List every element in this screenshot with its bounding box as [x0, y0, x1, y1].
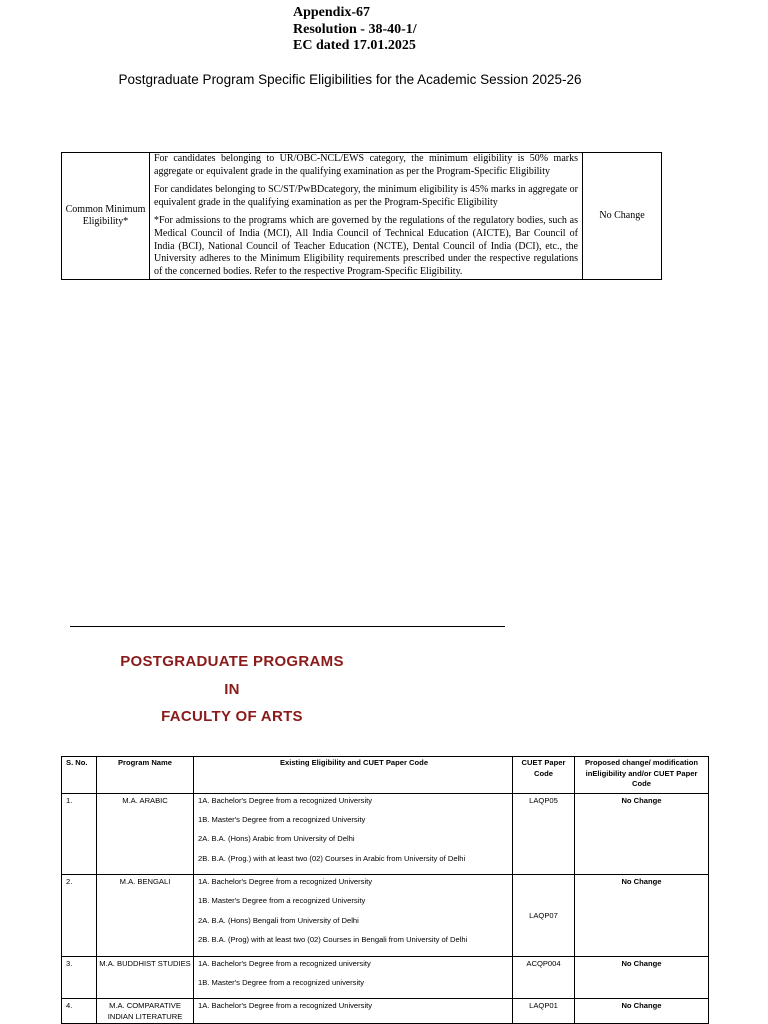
cell-eligibility	[194, 956, 513, 999]
eligibility-paragraph: *For admissions to the programs which are governed by the regulations of the regulatory bodies, such as Medical Council of India (MCI), All India Council of Technical Education (AICTE), Bar Council of India (BCI), National Council of Teacher Education (NCTE), Dental Council of India (DCI), etc., the University adheres to the Minimum Eligibility requirements prescribed under the respective regulations of the concerned bodies. Refer to the respective Program-Specific Eligibility.	[154, 215, 578, 277]
faculty-heading-line: FACULTY OF ARTS	[161, 708, 303, 725]
col-header-proposed: Proposed change/ modification inEligibility and/or CUET Paper Code	[575, 757, 709, 794]
cell-sno: 1.	[62, 793, 97, 875]
document-subtitle: Postgraduate Program Specific Eligibilities for the Academic Session 2025-26	[118, 72, 582, 87]
cell-program: M.A. COMPARATIVE INDIAN LITERATURE	[97, 999, 194, 1024]
cell-eligibility	[194, 999, 513, 1024]
eligibility-line: 1B. Master's Degree from a recognized university	[198, 978, 365, 988]
document-header	[293, 5, 417, 55]
eligibility-paragraph: For candidates belonging to UR/OBC-NCL/EWS category, the minimum eligibility is 50% marks aggregate or equivalent grade in the qualifying examination as per the Program-Specific Eligibility	[154, 153, 578, 177]
programs-table	[61, 756, 709, 1024]
appendix-label: Appendix-67	[293, 5, 371, 20]
cell-proposed: No Change	[575, 999, 709, 1024]
col-header-eligibility: Existing Eligibility and CUET Paper Code	[194, 757, 513, 794]
cell-cuet: LAQP01	[513, 999, 575, 1024]
cell-program: M.A. BUDDHIST STUDIES	[97, 956, 194, 999]
cell-proposed: No Change	[575, 793, 709, 875]
col-header-program: Program Name	[97, 757, 194, 794]
cell-proposed: No Change	[575, 956, 709, 999]
common-eligibility-text	[150, 153, 583, 280]
common-eligibility-status: No Change	[583, 153, 662, 280]
common-eligibility-label: Common Minimum Eligibility*	[62, 153, 150, 280]
table-row	[62, 875, 709, 957]
cell-proposed: No Change	[575, 875, 709, 957]
cell-program: M.A. BENGALI	[97, 875, 194, 957]
resolution-label: Resolution - 38-40-1/	[293, 21, 417, 37]
eligibility-paragraph: For candidates belonging to SC/ST/PwBDcategory, the minimum eligibility is 45% marks in aggregate or equivalent grade in the qualifying examination as per the Program-Specific Eligibility	[154, 184, 578, 208]
cell-sno: 2.	[62, 875, 97, 957]
table-header-row	[62, 757, 709, 794]
eligibility-line: 1B. Master's Degree from a recognized University	[198, 814, 366, 824]
eligibility-line: 1A. Bachelor's Degree from a recognized University	[198, 795, 373, 805]
cell-eligibility	[194, 875, 513, 957]
eligibility-line: 1A. Bachelor's Degree from a recognized University	[198, 877, 373, 887]
table-row	[62, 999, 709, 1024]
cell-cuet: ACQP004	[513, 956, 575, 999]
cell-eligibility	[194, 793, 513, 875]
cell-cuet: LAQP07	[513, 875, 575, 957]
faculty-heading-line: IN	[224, 681, 240, 698]
divider	[70, 626, 505, 627]
eligibility-line: 1A. Bachelor's Degree from a recognized university	[198, 958, 371, 968]
cell-sno: 4.	[62, 999, 97, 1024]
eligibility-line: 2B. B.A. (Prog) with at least two (02) Courses in Bengali from University of Delhi	[198, 935, 468, 945]
table-row	[62, 793, 709, 875]
eligibility-line: 1A. Bachelor's Degree from a recognized University	[198, 1001, 373, 1011]
col-header-sno: S. No.	[62, 757, 97, 794]
ec-date-label: EC dated 17.01.2025	[293, 38, 416, 53]
faculty-heading-line: POSTGRADUATE PROGRAMS	[120, 653, 344, 670]
eligibility-line: 2B. B.A. (Prog.) with at least two (02) Courses in Arabic from University of Delhi	[198, 853, 466, 863]
common-eligibility-table	[61, 152, 662, 280]
eligibility-line: 2A. B.A. (Hons) Arabic from University of Delhi	[198, 834, 355, 844]
cell-cuet: LAQP05	[513, 793, 575, 875]
eligibility-line: 2A. B.A. (Hons) Bengali from University of Delhi	[198, 915, 359, 925]
cell-sno: 3.	[62, 956, 97, 999]
eligibility-line: 1B. Master's Degree from a recognized University	[198, 896, 366, 906]
col-header-cuet: CUET Paper Code	[513, 757, 575, 794]
cell-program: M.A. ARABIC	[97, 793, 194, 875]
table-row	[62, 956, 709, 999]
